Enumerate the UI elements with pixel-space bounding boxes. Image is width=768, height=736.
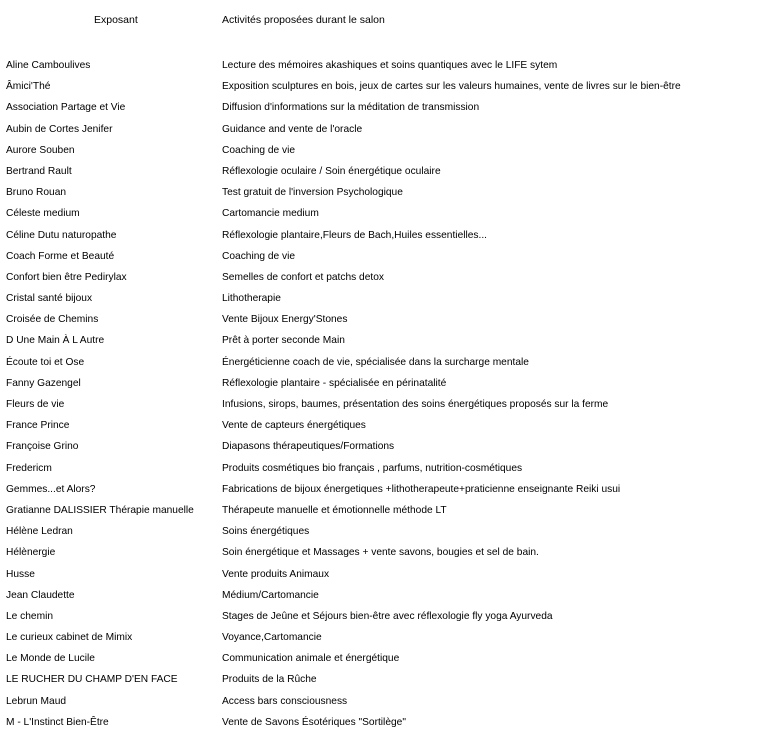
activite-cell: Vente de Savons Ésotériques "Sortilège" <box>222 716 406 728</box>
table-row <box>0 119 768 140</box>
exposant-cell: Bruno Rouan <box>6 187 67 199</box>
table-row <box>0 76 768 97</box>
activite-cell: Réflexologie plantaire,Fleurs de Bach,Huiles essentielles... <box>222 229 488 241</box>
table-row <box>0 712 768 733</box>
table-row <box>0 373 768 394</box>
exhibitor-table <box>0 55 768 733</box>
exposant-cell: Croisée de Chemins <box>6 314 99 326</box>
activite-cell: Diffusion d'informations sur la méditation de transmission <box>222 102 480 114</box>
exposant-cell: Fleurs de vie <box>6 399 65 410</box>
activite-cell: Vente de capteurs énergétiques <box>222 420 366 432</box>
activite-cell: Cartomancie medium <box>222 208 319 220</box>
activite-cell: Infusions, sirops, baumes, présentation des soins énergétiques proposés sur la ferme <box>222 399 609 410</box>
exposant-cell: Aubin de Cortes Jenifer <box>6 123 113 135</box>
activite-cell: Diapasons thérapeutiques/Formations <box>222 441 395 453</box>
exposant-cell: Aurore Souben <box>6 144 75 156</box>
table-row <box>0 309 768 330</box>
activite-cell: Exposition sculptures en bois, jeux de cartes sur les valeurs humaines, vente de livres sur le bien-être <box>222 81 681 93</box>
exposant-cell: Françoise Grino <box>6 441 79 453</box>
table-row <box>0 352 768 373</box>
activite-cell: Soin énergétique et Massages + vente savons, bougies et sel de bain. <box>222 547 539 559</box>
activite-cell: Vente produits Animaux <box>222 568 330 580</box>
column-header-activites: Activités proposées durant le salon <box>222 14 385 26</box>
exposant-cell: Aline Camboulives <box>6 60 91 71</box>
column-header-exposant: Exposant <box>94 14 138 26</box>
exposant-cell: Hélène Ledran <box>6 526 73 538</box>
table-row <box>0 203 768 224</box>
activite-cell: Lithotherapie <box>222 293 281 305</box>
activite-cell: Médium/Cartomancie <box>222 589 319 601</box>
activite-cell: Coaching de vie <box>222 250 296 262</box>
activite-cell: Produits cosmétiques bio français , parfums, nutrition-cosmétiques <box>222 462 523 474</box>
activite-cell: Lecture des mémoires akashiques et soins quantiques avec le LIFE sytem <box>222 60 558 71</box>
activite-cell: Soins énergétiques <box>222 526 310 538</box>
exposant-cell: Association Partage et Vie <box>6 102 126 114</box>
exposant-cell: Le chemin <box>6 610 54 622</box>
exposant-cell: Bertrand Rault <box>6 165 72 177</box>
exposant-cell: M - L'Instinct Bien-Être <box>6 716 109 728</box>
table-row <box>0 161 768 182</box>
exposant-cell: Le curieux cabinet de Mimix <box>6 632 133 644</box>
table-row <box>0 55 768 76</box>
activite-cell: Énergéticienne coach de vie, spécialisée dans la surcharge mentale <box>222 356 529 368</box>
exposant-cell: Lebrun Maud <box>6 695 67 707</box>
exposant-cell: Fredericm <box>6 462 52 474</box>
activite-cell: Réflexologie plantaire - spécialisée en périnatalité <box>222 377 447 389</box>
exposant-cell: Céleste medium <box>6 208 80 220</box>
activite-cell: Prêt à porter seconde Main <box>222 335 345 347</box>
exposant-cell: Jean Claudette <box>6 589 75 601</box>
table-row <box>0 521 768 542</box>
activite-cell: Access bars consciousness <box>222 695 348 707</box>
table-row <box>0 330 768 351</box>
activite-cell: Fabrications de bijoux énergetiques +lithotherapeute+praticienne enseignante Reiki usui <box>222 483 621 495</box>
activite-cell: Stages de Jeûne et Séjours bien-être avec réflexologie fly yoga Ayurveda <box>222 610 553 622</box>
activite-cell: Guidance and vente de l'oracle <box>222 123 363 135</box>
exposant-cell: Fanny Gazengel <box>6 377 81 389</box>
exposant-cell: Husse <box>6 568 35 580</box>
activite-cell: Voyance,Cartomancie <box>222 632 322 644</box>
exposant-cell: Écoute toi et Ose <box>6 356 85 368</box>
table-row <box>0 288 768 309</box>
table-row <box>0 542 768 563</box>
table-row <box>0 691 768 712</box>
exposant-cell: Cristal santé bijoux <box>6 293 93 305</box>
table-row <box>0 606 768 627</box>
exposant-cell: Gratianne DALISSIER Thérapie manuelle <box>6 504 194 516</box>
activite-cell: Coaching de vie <box>222 144 296 156</box>
exposant-cell: Coach Forme et Beauté <box>6 250 115 262</box>
activite-cell: Vente Bijoux Energy'Stones <box>222 314 348 326</box>
table-row <box>0 436 768 457</box>
exposant-cell: Hélènergie <box>6 547 56 559</box>
table-row <box>0 415 768 436</box>
activite-cell: Communication animale et énergétique <box>222 653 400 665</box>
table-header <box>0 10 768 30</box>
table-row <box>0 479 768 500</box>
exposant-cell: France Prince <box>6 420 70 432</box>
table-row <box>0 182 768 203</box>
exposant-cell: Le Monde de Lucile <box>6 653 95 665</box>
table-row <box>0 458 768 479</box>
exposant-cell: Gemmes...et Alors? <box>6 483 96 495</box>
table-row <box>0 140 768 161</box>
table-row <box>0 648 768 669</box>
table-row <box>0 394 768 415</box>
table-row <box>0 267 768 288</box>
table-row <box>0 500 768 521</box>
table-row <box>0 564 768 585</box>
table-row <box>0 225 768 246</box>
activite-cell: Semelles de confort et patchs detox <box>222 271 384 283</box>
exposant-cell: LE RUCHER DU CHAMP D'EN FACE <box>6 674 178 686</box>
table-row <box>0 97 768 118</box>
table-row <box>0 627 768 648</box>
activite-cell: Thérapeute manuelle et émotionnelle méthode LT <box>222 504 447 516</box>
table-row <box>0 246 768 267</box>
activite-cell: Réflexologie oculaire / Soin énergétique oculaire <box>222 165 441 177</box>
exposant-cell: Âmici'Thé <box>6 81 51 93</box>
activite-cell: Test gratuit de l'inversion Psychologique <box>222 187 403 199</box>
exposant-cell: D Une Main À L Autre <box>6 335 105 347</box>
table-row <box>0 585 768 606</box>
exposant-cell: Céline Dutu naturopathe <box>6 229 117 241</box>
exposant-cell: Confort bien être Pedirylax <box>6 271 127 283</box>
activite-cell: Produits de la Rûche <box>222 674 317 686</box>
table-row <box>0 669 768 690</box>
